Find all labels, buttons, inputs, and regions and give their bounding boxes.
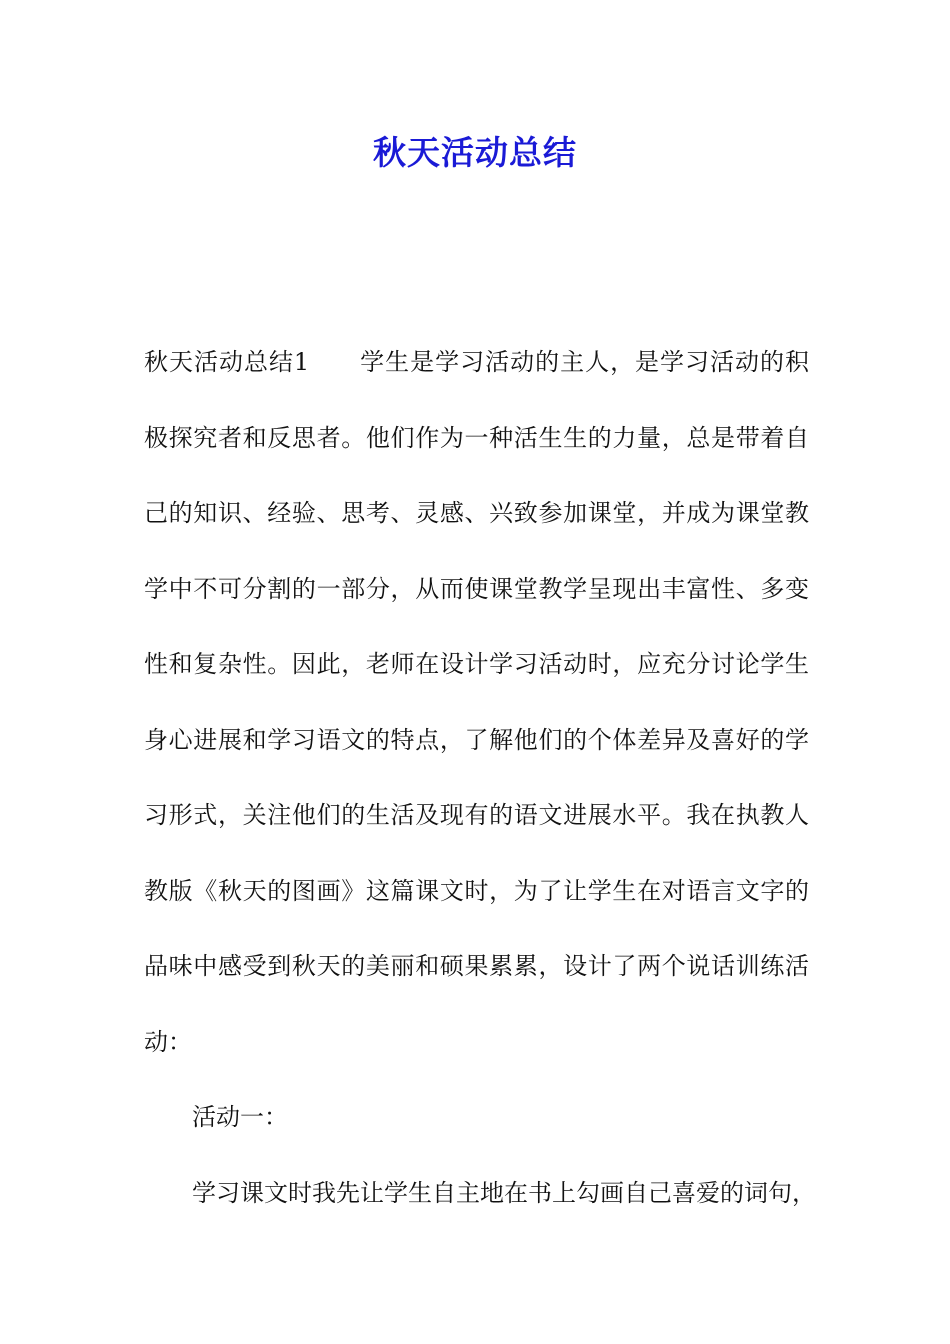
paragraph-line: 秋天活动总结1 学生是学习活动的主人，是学习活动的积 <box>144 348 809 376</box>
paragraph-line: 身心进展和学习语文的特点，了解他们的个体差异及喜好的学 <box>144 726 809 754</box>
paragraph-line: 品味中感受到秋天的美丽和硕果累累，设计了两个说话训练活 <box>144 952 809 980</box>
paragraph-line: 学习课文时我先让学生自主地在书上勾画自己喜爱的词句， <box>192 1179 816 1207</box>
paragraph-line: 习形式，关注他们的生活及现有的语文进展水平。我在执教人 <box>144 801 809 829</box>
document-title: 秋天活动总结 <box>373 133 577 172</box>
paragraph-line: 性和复杂性。因此，老师在设计学习活动时，应充分讨论学生 <box>144 650 809 678</box>
paragraph-line: 学中不可分割的一部分，从而使课堂教学呈现出丰富性、多变 <box>144 575 809 603</box>
paragraph-line: 动： <box>144 1028 192 1056</box>
paragraph-line: 己的知识、经验、思考、灵感、兴致参加课堂，并成为课堂教 <box>144 499 809 527</box>
section-heading: 活动一： <box>192 1103 288 1131</box>
paragraph-line: 教版《秋天的图画》这篇课文时，为了让学生在对语言文字的 <box>144 877 809 905</box>
paragraph-line: 极探究者和反思者。他们作为一种活生生的力量，总是带着自 <box>144 424 809 452</box>
